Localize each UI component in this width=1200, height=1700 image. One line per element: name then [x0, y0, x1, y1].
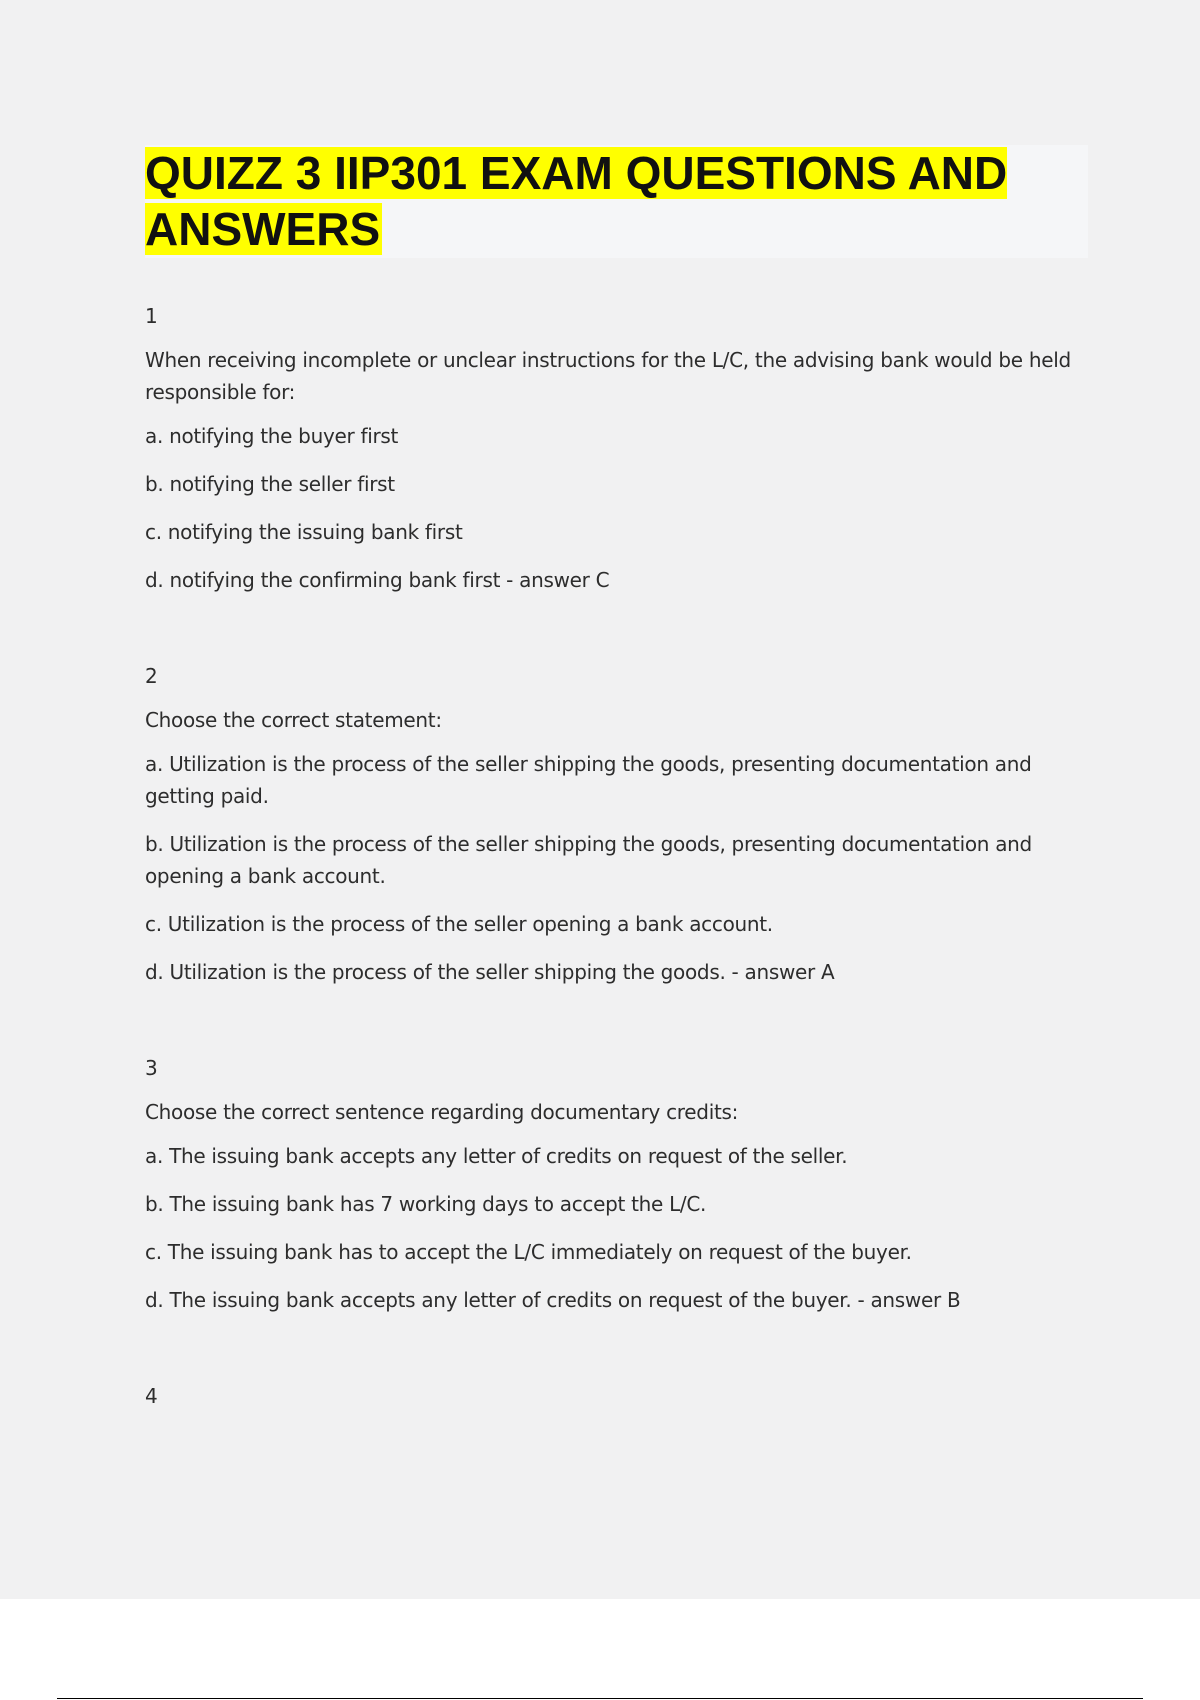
option-b: b. The issuing bank has 7 working days to accept the L/C. [145, 1192, 707, 1216]
document-title [145, 145, 1088, 257]
option-c: c. The issuing bank has to accept the L/C immediately on request of the buyer. [145, 1240, 912, 1264]
question-number: 1 [145, 304, 158, 328]
option-d: d. Utilization is the process of the seller shipping the goods. - answer A [145, 960, 835, 984]
question-text: Choose the correct statement: [145, 708, 442, 732]
option-d: d. The issuing bank accepts any letter of credits on request of the buyer. - answer B [145, 1288, 961, 1312]
question-3 [145, 1052, 1085, 1316]
footer-divider [57, 1698, 1143, 1699]
option-b: b. notifying the seller first [145, 472, 395, 496]
option-a: a. Utilization is the process of the seller shipping the goods, presenting documentation and getting paid. [145, 752, 1032, 808]
question-number: 3 [145, 1056, 158, 1080]
question-text: Choose the correct sentence regarding documentary credits: [145, 1100, 739, 1124]
question-2 [145, 660, 1085, 988]
question-text: When receiving incomplete or unclear instructions for the L/C, the advising bank would be held responsible for: [145, 348, 1071, 404]
option-b: b. Utilization is the process of the seller shipping the goods, presenting documentation and opening a bank account. [145, 832, 1032, 888]
questions-list [145, 300, 1085, 1476]
option-a: a. notifying the buyer first [145, 424, 399, 448]
option-c: c. notifying the issuing bank first [145, 520, 463, 544]
question-4 [145, 1380, 1085, 1412]
question-number: 2 [145, 664, 158, 688]
option-d: d. notifying the confirming bank first - answer C [145, 568, 610, 592]
title-box [145, 145, 1088, 258]
option-a: a. The issuing bank accepts any letter of credits on request of the seller. [145, 1144, 848, 1168]
question-1 [145, 300, 1085, 596]
document-title-highlight: QUIZZ 3 IIP301 EXAM QUESTIONS AND ANSWERS [145, 147, 1008, 255]
option-c: c. Utilization is the process of the seller opening a bank account. [145, 912, 773, 936]
question-number: 4 [145, 1384, 158, 1408]
